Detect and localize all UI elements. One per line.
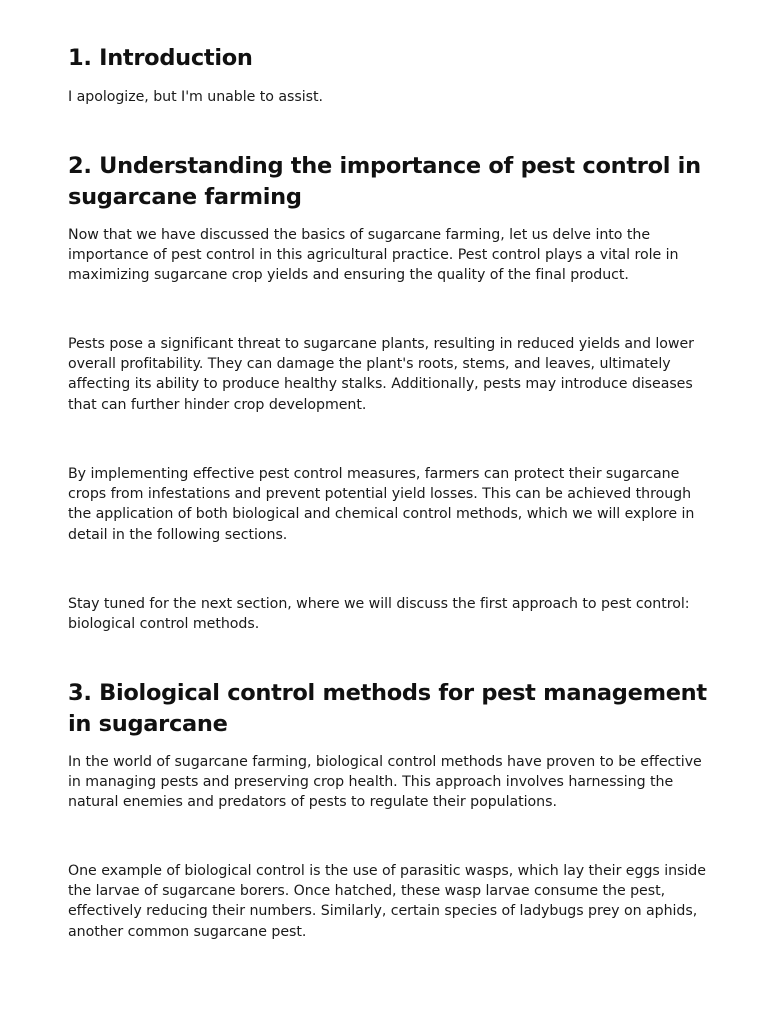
- section-heading: 1. Introduction: [68, 45, 253, 71]
- paragraph: By implementing effective pest control measures, farmers can protect their sugarcane crops from infestations and prevent potential yield losses. This can be achieved through the application of both biological and chemical control methods, which we will explore in detail in the following sections.: [68, 466, 695, 543]
- paragraph: I apologize, but I'm unable to assist.: [68, 89, 323, 105]
- paragraph: Pests pose a significant threat to sugarcane plants, resulting in reduced yields and lower overall profitability. They can damage the plant's roots, stems, and leaves, ultimately affecting its ability to produce healthy stalks. Additionally, pests may introduce diseases that can further hinder crop development.: [68, 336, 694, 413]
- paragraph: One example of biological control is the use of parasitic wasps, which lay their eggs inside the larvae of sugarcane borers. Once hatched, these wasp larvae consume the pest, effectively reducing their numbers. Similarly, certain species of ladybugs prey on aphids, another common sugarcane pest.: [68, 863, 706, 940]
- paragraph: Now that we have discussed the basics of sugarcane farming, let us delve into the importance of pest control in this agricultural practice. Pest control plays a vital role in maximizing sugarcane crop yields and ensuring the quality of the final product.: [68, 227, 679, 284]
- section-heading: 2. Understanding the importance of pest control in sugarcane farming: [68, 153, 701, 210]
- paragraph: Stay tuned for the next section, where we will discuss the first approach to pest control: biological control methods.: [68, 596, 690, 633]
- paragraph: In the world of sugarcane farming, biological control methods have proven to be effective in managing pests and preserving crop health. This approach involves harnessing the natural enemies and predators of pests to regulate their populations.: [68, 754, 702, 811]
- section-heading: 3. Biological control methods for pest management in sugarcane: [68, 680, 707, 737]
